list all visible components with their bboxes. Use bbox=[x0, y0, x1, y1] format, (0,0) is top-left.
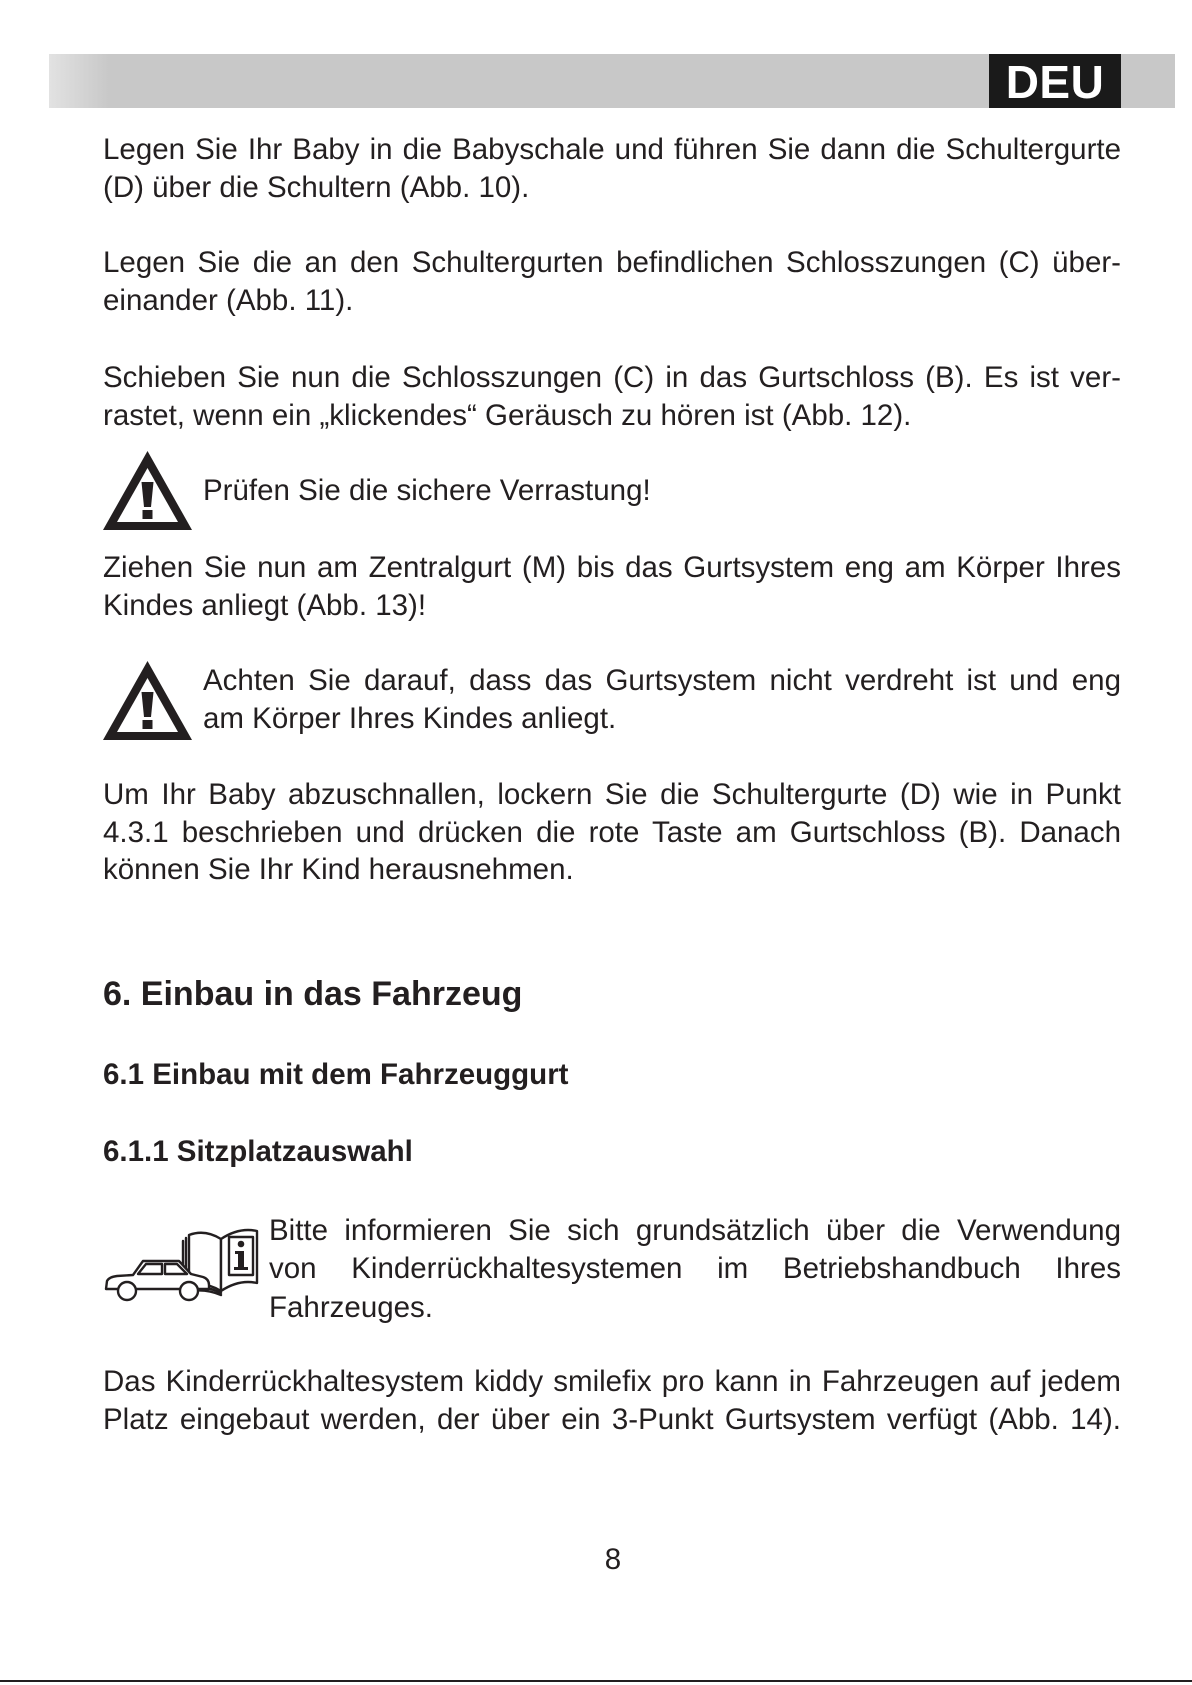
info-line: Fahrzeuges. bbox=[269, 1290, 433, 1324]
warning-text: Prüfen Sie die sichere Verrastung! bbox=[203, 474, 651, 507]
paragraph-line: (D) über die Schultern (Abb. 10). bbox=[103, 170, 530, 204]
paragraph-line: Kindes anliegt (Abb. 13)! bbox=[103, 588, 427, 622]
paragraph-line: Legen Sie Ihr Baby in die Babyschale und führen Sie dann die Schultergurte bbox=[103, 133, 1121, 166]
language-badge: DEU bbox=[989, 54, 1121, 108]
info-line: Bitte informieren Sie sich grundsätzlich über die Verwendung bbox=[269, 1214, 1121, 1247]
subsubsection-heading: 6.1.1 Sitzplatzauswahl bbox=[103, 1135, 413, 1168]
paragraph bbox=[103, 131, 1121, 206]
paragraph-line: können Sie Ihr Kind herausnehmen. bbox=[103, 853, 574, 887]
warning-line: am Körper Ihres Kindes anliegt. bbox=[203, 701, 617, 735]
car-manual-info-icon bbox=[103, 1225, 260, 1303]
paragraph-line: Ziehen Sie nun am Zentralgurt (M) bis das Gurtsystem eng am Körper Ihres bbox=[103, 551, 1121, 584]
warning-triangle-icon bbox=[103, 661, 192, 740]
paragraph-line: Platz eingebaut werden, der über ein 3-Punkt Gurtsystem verfügt (Abb. 14). bbox=[103, 1402, 1121, 1436]
paragraph-line: Schieben Sie nun die Schlosszungen (C) in das Gurtschloss (B). Es ist ver- bbox=[103, 361, 1121, 394]
warning-note bbox=[203, 662, 1121, 737]
paragraph-line: einander (Abb. 11). bbox=[103, 283, 354, 317]
paragraph-line: 4.3.1 beschrieben und drücken die rote Taste am Gurtschloss (B). Danach bbox=[103, 815, 1121, 849]
info-note bbox=[269, 1212, 1121, 1327]
paragraph-line: Das Kinderrückhaltesystem kiddy smilefix pro kann in Fahrzeugen auf jedem bbox=[103, 1365, 1121, 1398]
info-line: von Kinderrückhaltesystemen im Betriebshandbuch Ihres bbox=[269, 1252, 1121, 1286]
subsection-heading: 6.1 Einbau mit dem Fahrzeuggurt bbox=[103, 1058, 569, 1091]
warning-triangle-icon bbox=[103, 451, 192, 530]
section-heading: 6. Einbau in das Fahrzeug bbox=[103, 975, 523, 1013]
paragraph bbox=[103, 244, 1121, 319]
paragraph-line: rastet, wenn ein „klickendes“ Geräusch zu hören ist (Abb. 12). bbox=[103, 398, 912, 432]
paragraph-line: Um Ihr Baby abzuschnallen, lockern Sie die Schultergurte (D) wie in Punkt bbox=[103, 778, 1121, 811]
paragraph bbox=[103, 776, 1121, 889]
paragraph-line: Legen Sie die an den Schultergurten befindlichen Schlosszungen (C) über- bbox=[103, 246, 1121, 279]
warning-note bbox=[203, 472, 1121, 510]
paragraph bbox=[103, 359, 1121, 434]
bottom-rule bbox=[0, 1680, 1192, 1682]
page-number: 8 bbox=[604, 1543, 622, 1576]
paragraph bbox=[103, 1363, 1121, 1438]
warning-line: Achten Sie darauf, dass das Gurtsystem nicht verdreht ist und eng bbox=[203, 664, 1121, 697]
paragraph bbox=[103, 549, 1121, 624]
